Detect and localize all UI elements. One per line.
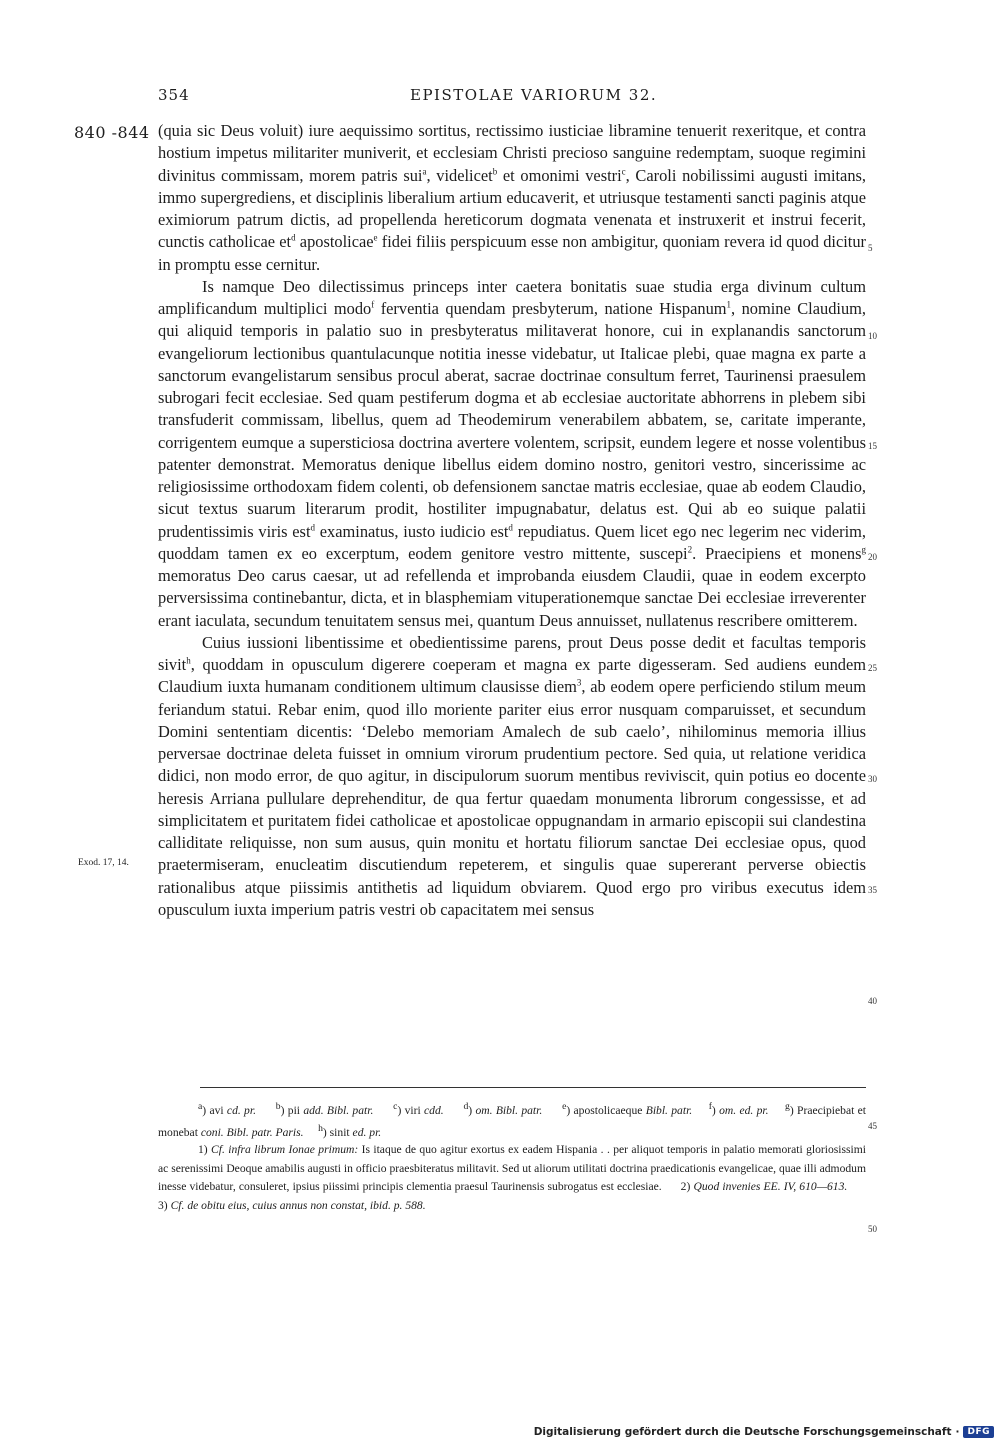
paragraph-2: Is namque Deo dilectissimus princeps inter caetera bonitatis suae studia erga divinum cultum amplificandum multiplici modo$^f$ ferventia quendam presbyterum, natione Hispanum$^1$, nomine Claudium, qui aliquid temporis in palatio suo in presbyteratus militaverat honore, cui in explanandis sanctorum evangeliorum lectionibus quantulacunque notitia inesse videbatur, ut Italicae plebi, quae magna ex parte a sanctorum evangelistarum sensibus procul aberat, sacrae doctrinae consultum ferret, Taurinensi praesulem subrogari fecit ecclesiae. Sed quam pestiferum dogma et ab ecclesiae auctoritate abhorrens in plebem sibi transfuderit commissam, libellus, quem ad Theodemirum venerabilem abbatem, se, caritate imperante, corrigentem eumque a supersticiosa doctrina avertere volentem, scripsit, eundem legere et nosse volentibus patenter demonstrat. Memoratus denique libellus eidem domino nostro, genitori vestro, sincerissime ac religiosissime orthodoxam fidem colenti, ob defensionem sanctae matris ecclesiae, quae ab eodem Claudio, sicut textus suarum literarum prodit, hostiliter impugnabatur, delatus est. Qui ab eo suique palatii prudentissimis viris est$^d$ examinatus, iusto iudicio est$^d$ repudiatus. Quem licet ego nec legerim nec viderim, quoddam tamen ex eo excerptum, eodem genitore vestro mittente, suscepi$^2$. Praecipiens et monens$^g$ memoratus Deo carus caesar, ut ad refellenda et improbanda eiusdem Claudii, quae in eodem excerpto perversissima continebantur, dicta, et in blasphemiam vituperationemque sanctae Dei ecclesiae irreverenter erant iaculata, secundum tenuitatem sensus mei, quantum Deus annuisset, nullatenus rescribere omitterem. — [158, 276, 866, 630]
line-number: 50 — [868, 1224, 877, 1234]
funding-credit-text: Digitalisierung gefördert durch die Deutsche Forschungsgemeinschaft — [533, 1426, 952, 1438]
year-range-margin: 840 -844 — [74, 123, 150, 142]
page-number: 354 — [158, 86, 190, 104]
dfg-logo: DFG — [963, 1426, 994, 1438]
funding-credit: Digitalisierung gefördert durch die Deutsche Forschungsgemeinschaft · DFG — [534, 1423, 994, 1441]
line-number: 5 — [868, 243, 873, 253]
critical-apparatus-text: $^a$) avi cd. pr. $^b$) pii add. Bibl. patr. $^c$) viri cdd. $^d$) om. Bibl. patr. $^e$) apostolicaeque Bibl. patr. $^f$) om. ed. pr. $^g$) Praecipiebat et monebat coni. Bibl. patr. Paris. $^h$) sinit ed. pr. — [158, 1101, 866, 1140]
line-numbers — [868, 0, 888, 1447]
page-header — [158, 86, 868, 108]
running-head: EPISTOLAE VARIORUM 32. — [410, 86, 658, 104]
explanatory-footnotes — [158, 1141, 866, 1215]
line-number: 25 — [868, 663, 877, 673]
line-number: 40 — [868, 996, 877, 1006]
paragraph-1: (quia sic Deus voluit) iure aequissimo sortitus, rectissimo iusticiae libramine tenuerit rexeritque, et contra hostium impetus militariter muniverit, et ecclesiam Christi precioso sanguine redemptam, suoque regimini divinitus commissam, morem patris sui$^a$, videlicet$^b$ et omonimi vestri$^c$, Caroli nobilissimi augusti imitans, immo supergrediens, et disciplinis liberalium artium educaverit, et utriusque testamenti sancti paginis atque eximiorum patrum dictis, ad propellenda hereticorum dogmata venenata et instruxerit et instrui fecerit, cunctis catholicae $et^d$ apostolicae$^e$ fidei filiis perspicuum esse non ambigitur, quoniam revera id quod dicitur in promptu esse cernitur. — [158, 121, 866, 274]
line-number: 30 — [868, 774, 877, 784]
scripture-reference: Exod. 17, 14. — [78, 858, 129, 868]
line-number: 20 — [868, 552, 877, 562]
line-number: 10 — [868, 331, 877, 341]
paragraph-3: Cuius iussioni libentissime et obedientissime parens, prout Deus posse dedit et facultas temporis sivit$^h$, quoddam in opusculum digerere coeperam et magna ex parte digesseram. Sed audiens eundem Claudium iuxta humanam conditionem ultimum clausisse diem$^3$, ab eodem opere perficiendo stilum meum feriandum statui. Rebar enim, quod illo moriente pariter eius error nusquam comparuisset, et secundum Domini sententiam dicentis: ‘Delebo memoriam Amalech de sub caelo’, nihilominus memoria illius perversae doctrinae deleta fuisset in omnium virorum prudentium pectore. Sed quia, ut relatione veridica didici, non modo error, de quo agitur, in discipulorum suorum mentibus reviviscit, quin potius eo docente heresis Arriana pullulare deprehenditur, de qua fertur quaedam monumenta librorum congessisse, et ad simplicitatem et puritatem fidei catholicae et apostolicae oppugnandam in armario episcopii sui clandestina calliditate reliquisse, non sum ausus, quin monitu et hortatu filiorum sanctae Dei ecclesiae opus, quod praetermiseram, enucleatim discutiendum repeterem, et singulis quae supererant perverse obiectis rationalibus atque piissimis antithetis ad liquidum obviarem. Quod ergo pro viribus executus idem opusculum iuxta imperium patris vestri ob capacitatem mei sensus — [158, 632, 866, 919]
line-number: 35 — [868, 885, 877, 895]
line-number: 15 — [868, 441, 877, 451]
footnote-divider — [200, 1087, 866, 1088]
explanatory-footnotes-text: 1) Cf. infra librum Ionae primum: Is itaque de quo agitur exortus ex eadem Hispania . . per aliquot temporis in palatio memorati gloriosissimi ac serenissimi Deoque amabilis augusti in officio praesbiteratus militavit. Sed ut aliorum utilitati doctrina praedicationis evangelicae, quae illi admodum inesse videbatur, consuleret, ipsius piissimi principis clementia praesul Taurinensis subrogatus est ecclesiae. 2) Quod invenies EE. IV, 610—613. 3) Cf. de obitu eius, cuius annus non constat, ibid. p. 588. — [158, 1143, 866, 1212]
line-number: 45 — [868, 1121, 877, 1131]
critical-apparatus — [158, 1098, 866, 1143]
main-text — [158, 120, 866, 921]
